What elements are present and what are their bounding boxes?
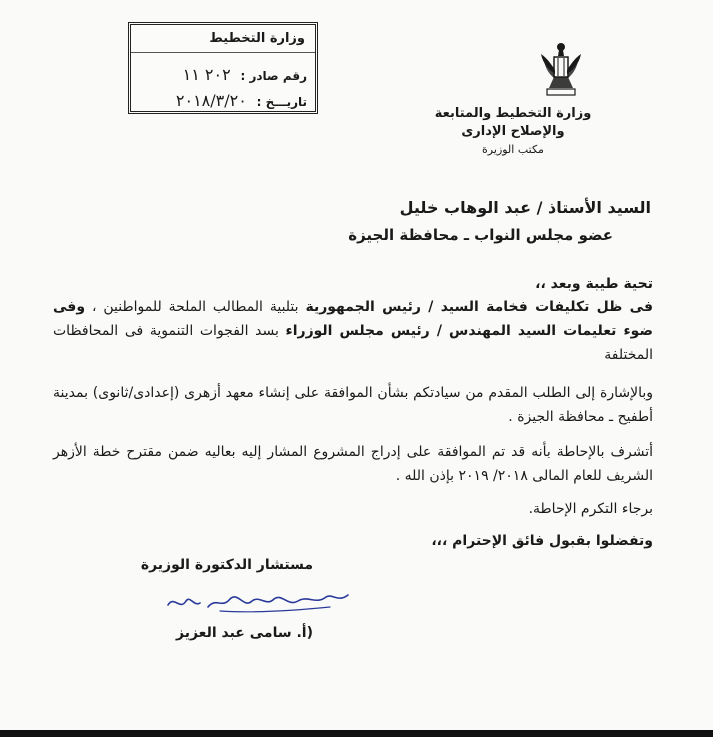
reference-date-value: ٢٠١٨/٣/٢٠ <box>175 91 247 110</box>
letterhead-office: مكتب الوزيرة <box>482 143 544 156</box>
paragraph-1-bold-a: فى ظل تكليفات فخامة السيد / رئيس الجمهورية <box>305 299 653 315</box>
reference-number-row <box>131 65 315 84</box>
handwritten-signature <box>160 585 360 617</box>
reference-box <box>128 22 318 114</box>
letterhead <box>413 105 613 159</box>
reference-date-label: تاريـــخ : <box>256 95 307 109</box>
bottom-edge <box>0 730 713 737</box>
reference-ministry: وزارة التخطيط <box>131 31 315 53</box>
eagle-emblem-icon <box>537 40 585 100</box>
signatory-name: (أ. سامى عبد العزيز <box>176 625 313 641</box>
greeting: تحية طيبة وبعد ،، <box>535 276 653 292</box>
closing: وتفضلوا بقبول فائق الإحترام ،،، <box>431 533 653 549</box>
paragraph-2: وبالإشارة إلى الطلب المقدم من سيادتكم بشأن الموافقة على إنشاء معهد أزهرى (إعدادى/ثانوى) بمدينة أطفيح ـ محافظة الجيزة . <box>53 385 653 425</box>
paragraph-1-text-a: بتلبية المطالب الملحة للمواطنين ، <box>85 299 306 315</box>
paragraph-4: برجاء التكرم الإحاطة. <box>528 501 653 517</box>
paragraph-1-bold-b: وفى ضوء تعليمات السيد المهندس / رئيس مجلس الوزراء <box>53 299 653 339</box>
reference-number-value: ٢٠٢ ١١ <box>182 65 231 84</box>
reference-number-label: رقم صادر : <box>240 69 307 83</box>
paragraph-3: أتشرف بالإحاطة بأنه قد تم الموافقة على إدراج المشروع المشار إليه بعاليه ضمن مقترح خطة الأزهر الشريف للعام المالى ٢٠١٨/ ٢٠١٩ بإذن الله . <box>53 444 653 484</box>
signatory-title: مستشار الدكتورة الوزيرة <box>140 557 313 573</box>
reference-date-row <box>131 91 315 110</box>
paragraph-1 <box>53 295 653 367</box>
letterhead-ministry-line1: وزارة التخطيط والمتابعة <box>434 106 592 121</box>
addressee-name: السيد الأستاذ / عبد الوهاب خليل <box>399 198 651 217</box>
letterhead-ministry-line2: والإصلاح الإدارى <box>461 124 565 139</box>
addressee-title: عضو مجلس النواب ـ محافظة الجيزة <box>348 226 613 244</box>
paragraph-1-text-b: بسد الفجوات التنموية فى المحافظات المختلفة <box>53 323 653 363</box>
